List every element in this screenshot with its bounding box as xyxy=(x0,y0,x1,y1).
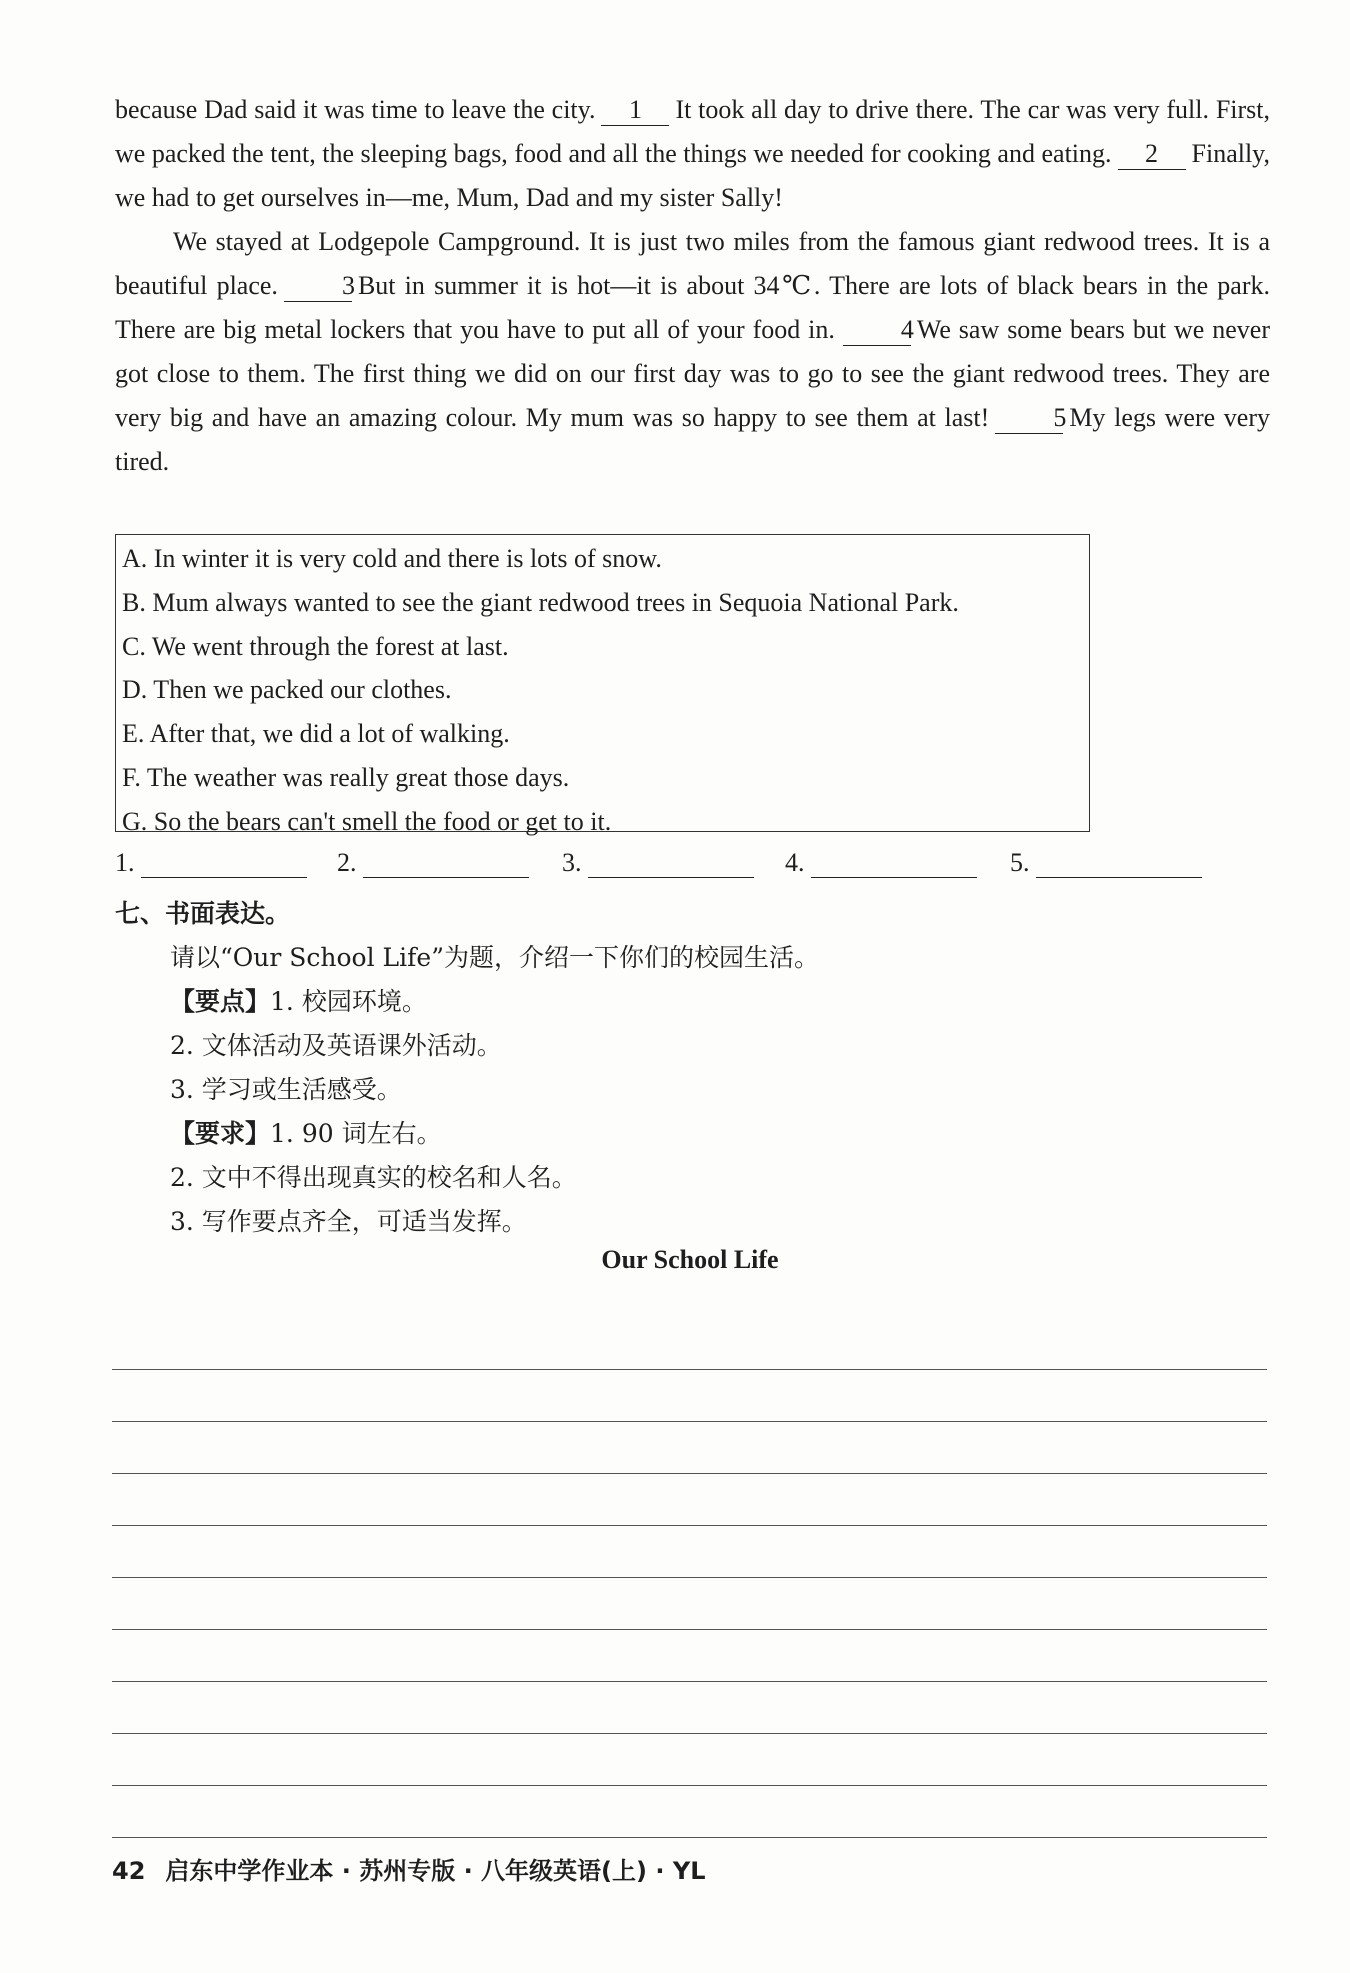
blank-2[interactable]: 2 xyxy=(1118,139,1186,170)
answer-line-5[interactable] xyxy=(1036,849,1202,878)
option-b: B. Mum always wanted to see the giant redwood trees in Sequoia National Park. xyxy=(122,587,959,617)
option-a: A. In winter it is very cold and there is lots of snow. xyxy=(122,544,662,573)
option-g: G. So the bears can't smell the food or get to it. xyxy=(122,806,612,836)
option-d: D. Then we packed our clothes. xyxy=(122,675,452,705)
option-e: E. After that, we did a lot of walking. xyxy=(122,719,510,749)
passage-paragraph-1: because Dad said it was time to leave the city. 1 It took all day to drive there. The car was very full. First, we packed the tent, the sleeping bags, food and all the things we needed for cooking and eating. 2 Finally, we had to get ourselves in—me, Mum, Dad and my sister Sally! xyxy=(115,95,1270,212)
requirements-tag: 【要求】 xyxy=(170,1119,271,1148)
writing-line[interactable] xyxy=(112,1422,1267,1474)
answer-slot-4[interactable]: 4. xyxy=(785,848,977,878)
writing-line[interactable] xyxy=(112,1318,1267,1370)
task-point-2: 2. 文体活动及英语课外活动。 xyxy=(170,1031,502,1060)
writing-line[interactable] xyxy=(112,1526,1267,1578)
answer-slot-2[interactable]: 2. xyxy=(337,848,529,878)
option-c: C. We went through the forest at last. xyxy=(122,631,509,661)
writing-line[interactable] xyxy=(112,1682,1267,1734)
writing-line[interactable] xyxy=(112,1734,1267,1786)
blank-1[interactable]: 1 xyxy=(601,95,669,126)
writing-line[interactable] xyxy=(112,1474,1267,1526)
task-req-3: 3. 写作要点齐全，可适当发挥。 xyxy=(170,1207,527,1236)
answer-slot-5[interactable]: 5. xyxy=(1010,848,1202,878)
writing-area[interactable] xyxy=(112,1318,1267,1838)
reading-passage xyxy=(115,88,1270,484)
writing-line[interactable] xyxy=(112,1370,1267,1422)
answer-line-1[interactable] xyxy=(141,849,307,878)
writing-line[interactable] xyxy=(112,1578,1267,1630)
task-point-1: 【要点】1. 校园环境。 xyxy=(170,987,427,1016)
section-heading: 七、书面表达。 xyxy=(115,899,291,928)
passage-paragraph-2: We stayed at Lodgepole Campground. It is just two miles from the famous giant redwood trees. It is a beautiful place. 3 But in summer it is hot—it is about 34℃. There are lots of black bears in the park. There are big metal lockers that you have to put all of your food in. 4 We saw some bears but we never got close to them. The first thing we did on our first day was to go to see the giant redwood trees. They are very big and have an amazing colour. My mum was so happy to see them at last! 5 My legs were very tired. xyxy=(115,227,1271,476)
writing-task xyxy=(170,936,819,1244)
answer-line-3[interactable] xyxy=(588,849,754,878)
task-point-3: 3. 学习或生活感受。 xyxy=(170,1075,402,1104)
writing-line[interactable] xyxy=(112,1630,1267,1682)
task-prompt: 请以“Our School Life”为题，介绍一下你们的校园生活。 xyxy=(170,943,819,972)
points-tag: 【要点】 xyxy=(170,987,271,1016)
option-f: F. The weather was really great those days. xyxy=(122,762,570,792)
task-req-1: 【要求】1. 90 词左右。 xyxy=(170,1119,442,1148)
blank-4[interactable]: 4 xyxy=(843,315,911,346)
answer-slot-1[interactable]: 1. xyxy=(115,848,307,878)
answer-row xyxy=(115,848,1215,888)
options-box xyxy=(115,534,1090,836)
answer-line-2[interactable] xyxy=(363,849,529,878)
answer-slot-3[interactable]: 3. xyxy=(562,848,754,878)
blank-5[interactable]: 5 xyxy=(995,403,1063,434)
blank-3[interactable]: 3 xyxy=(284,271,352,302)
answer-line-4[interactable] xyxy=(811,849,977,878)
essay-title: Our School Life xyxy=(601,1245,779,1274)
book-title: 启东中学作业本 · 苏州专版 · 八年级英语(上) · YL xyxy=(165,1857,706,1885)
task-req-2: 2. 文中不得出现真实的校名和人名。 xyxy=(170,1163,577,1192)
writing-line[interactable] xyxy=(112,1786,1267,1838)
page-footer xyxy=(112,1851,706,1886)
page-number: 42 xyxy=(112,1857,146,1885)
